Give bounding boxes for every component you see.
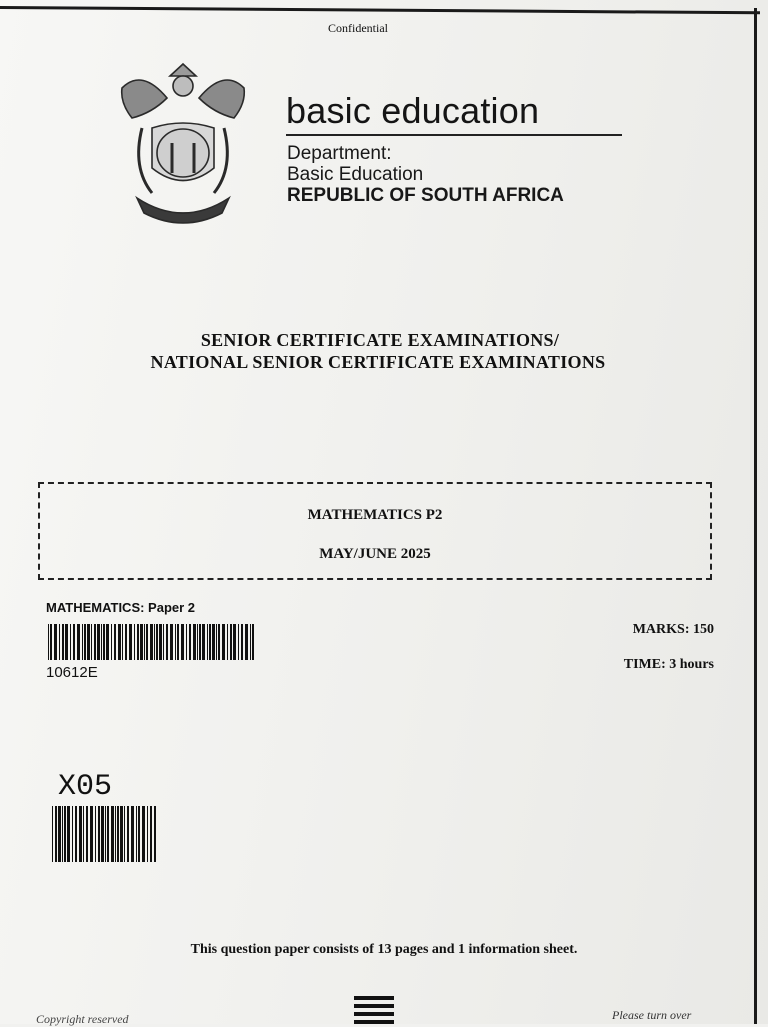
barcode-icon — [48, 624, 254, 660]
page-border-right — [754, 8, 757, 1024]
x-code: X05 — [58, 770, 113, 804]
paper-label: MATHEMATICS: Paper 2 — [46, 600, 196, 615]
page-border-top — [0, 6, 760, 14]
turn-over-note: Please turn over — [612, 1008, 692, 1022]
marks-label: MARKS: 150 — [632, 622, 714, 637]
department-line-2: Basic Education — [287, 164, 424, 185]
time-label: TIME: 3 hours — [623, 657, 714, 672]
department-brand: basic education — [286, 90, 540, 131]
barcode-icon — [52, 806, 156, 862]
exam-session: MAY/JUNE 2025 — [319, 546, 431, 562]
page-count-note: This question paper consists of 13 pages and 1 information sheet. — [190, 942, 578, 957]
subject-box — [38, 482, 712, 580]
department-line-1: Department: — [287, 143, 392, 164]
department-line-3: REPUBLIC OF SOUTH AFRICA — [287, 185, 564, 206]
paper-code: 10612E — [46, 664, 98, 681]
brand-divider — [286, 134, 622, 136]
exam-title-2: NATIONAL SENIOR CERTIFICATE EXAMINATIONS — [150, 352, 606, 372]
coat-of-arms-icon — [112, 58, 254, 224]
confidential-label: Confidential — [328, 21, 388, 35]
exam-title-1: SENIOR CERTIFICATE EXAMINATIONS/ — [200, 330, 560, 350]
copyright-note: Copyright reserved — [36, 1012, 129, 1026]
qr-code-icon — [352, 992, 394, 1024]
subject-title: MATHEMATICS P2 — [307, 507, 443, 523]
